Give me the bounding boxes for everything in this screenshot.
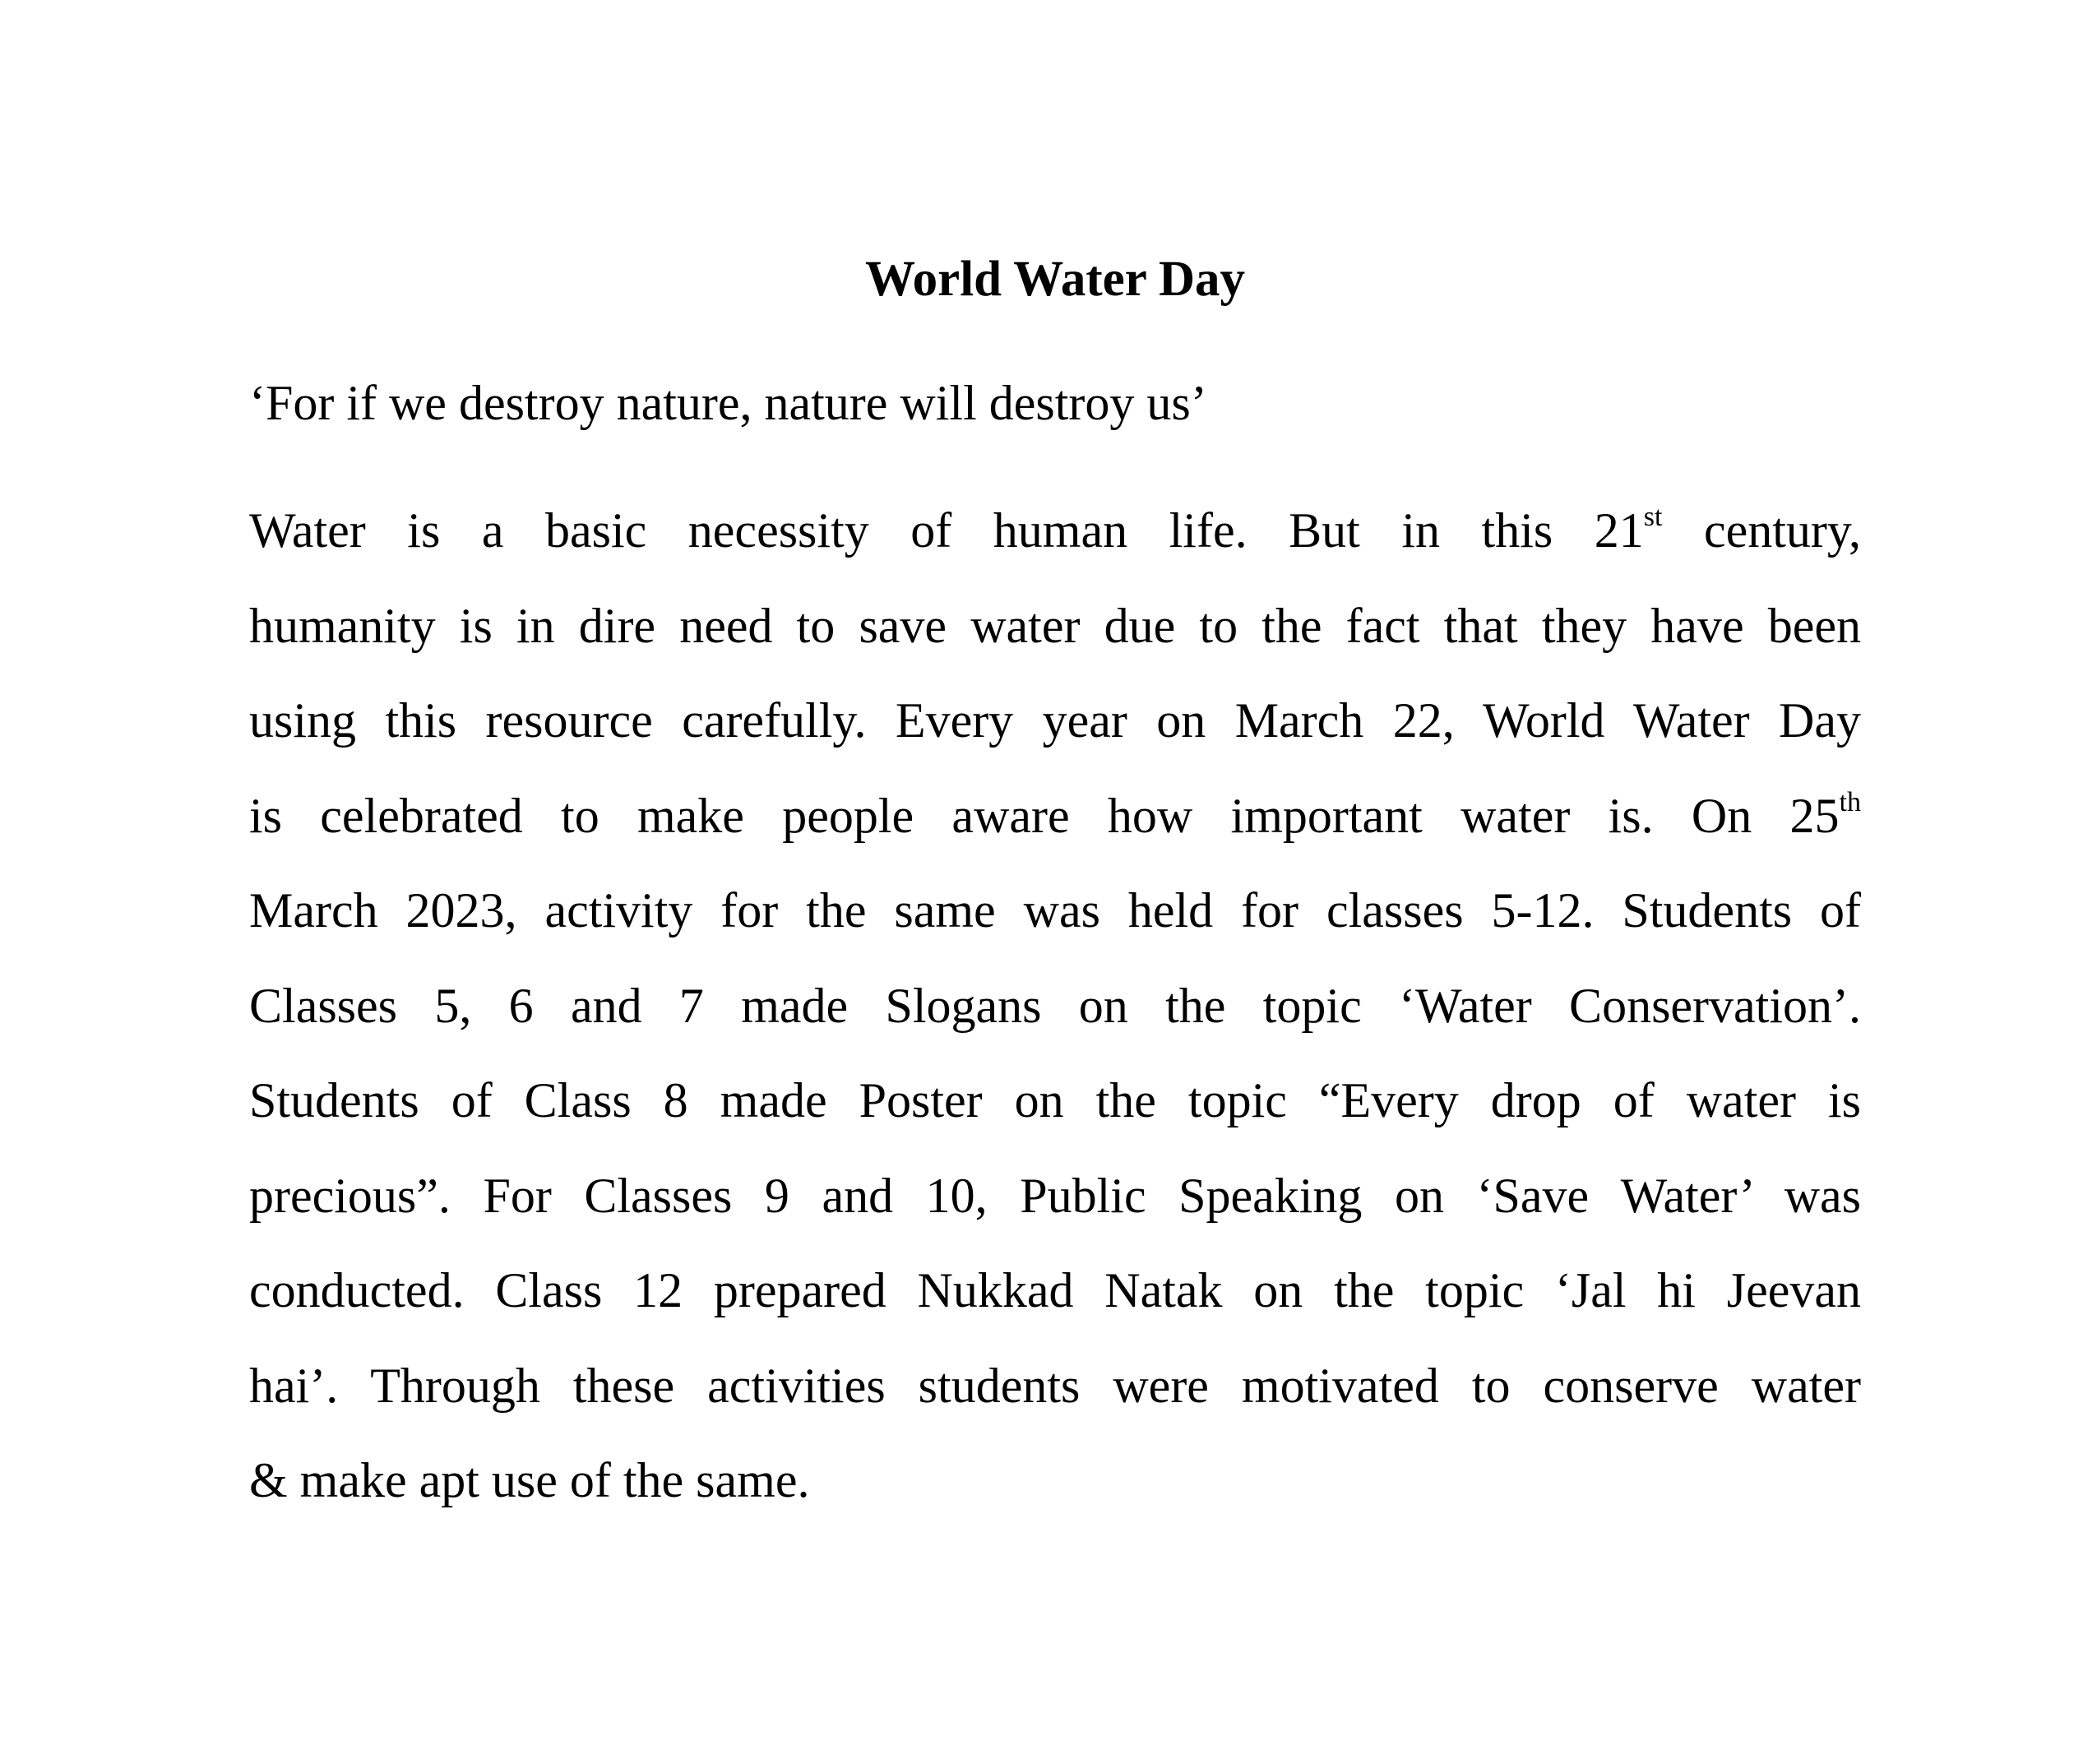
superscript-st: st — [1643, 502, 1663, 532]
paragraph-line-9: conducted. Class 12 prepared Nukkad Natak on the topic ‘Jal hi Jeevan — [249, 1263, 1861, 1317]
superscript-th: th — [1839, 786, 1861, 817]
paragraph-line-2: humanity is in dire need to save water due to the fact that they have been — [249, 598, 1861, 653]
paragraph-line-1: Water is a basic necessity of human life. But in this 21st century, — [249, 502, 1862, 558]
document-page — [249, 247, 1861, 1529]
paragraph-line-11: & make apt use of the same. — [249, 1453, 810, 1507]
paragraph-line-5: March 2023, activity for the same was held for classes 5-12. Students of — [249, 883, 1861, 938]
paragraph-line-3: using this resource carefully. Every year on March 22, World Water Day — [249, 693, 1861, 748]
paragraph-line-4: is celebrated to make people aware how important water is. On 25th — [249, 786, 1861, 843]
body-paragraph — [249, 484, 1861, 1529]
paragraph-line-7: Students of Class 8 made Poster on the topic “Every drop of water is — [249, 1073, 1861, 1127]
quote-line: ‘For if we destroy nature, nature will destroy us’ — [249, 376, 1207, 430]
paragraph-line-6: Classes 5, 6 and 7 made Slogans on the topic ‘Water Conservation’. — [249, 978, 1861, 1033]
document-title: World Water Day — [864, 252, 1246, 307]
paragraph-line-10: hai’. Through these activities students were motivated to conserve water — [249, 1358, 1861, 1413]
paragraph-line-8: precious”. For Classes 9 and 10, Public Speaking on ‘Save Water’ was — [249, 1168, 1861, 1223]
